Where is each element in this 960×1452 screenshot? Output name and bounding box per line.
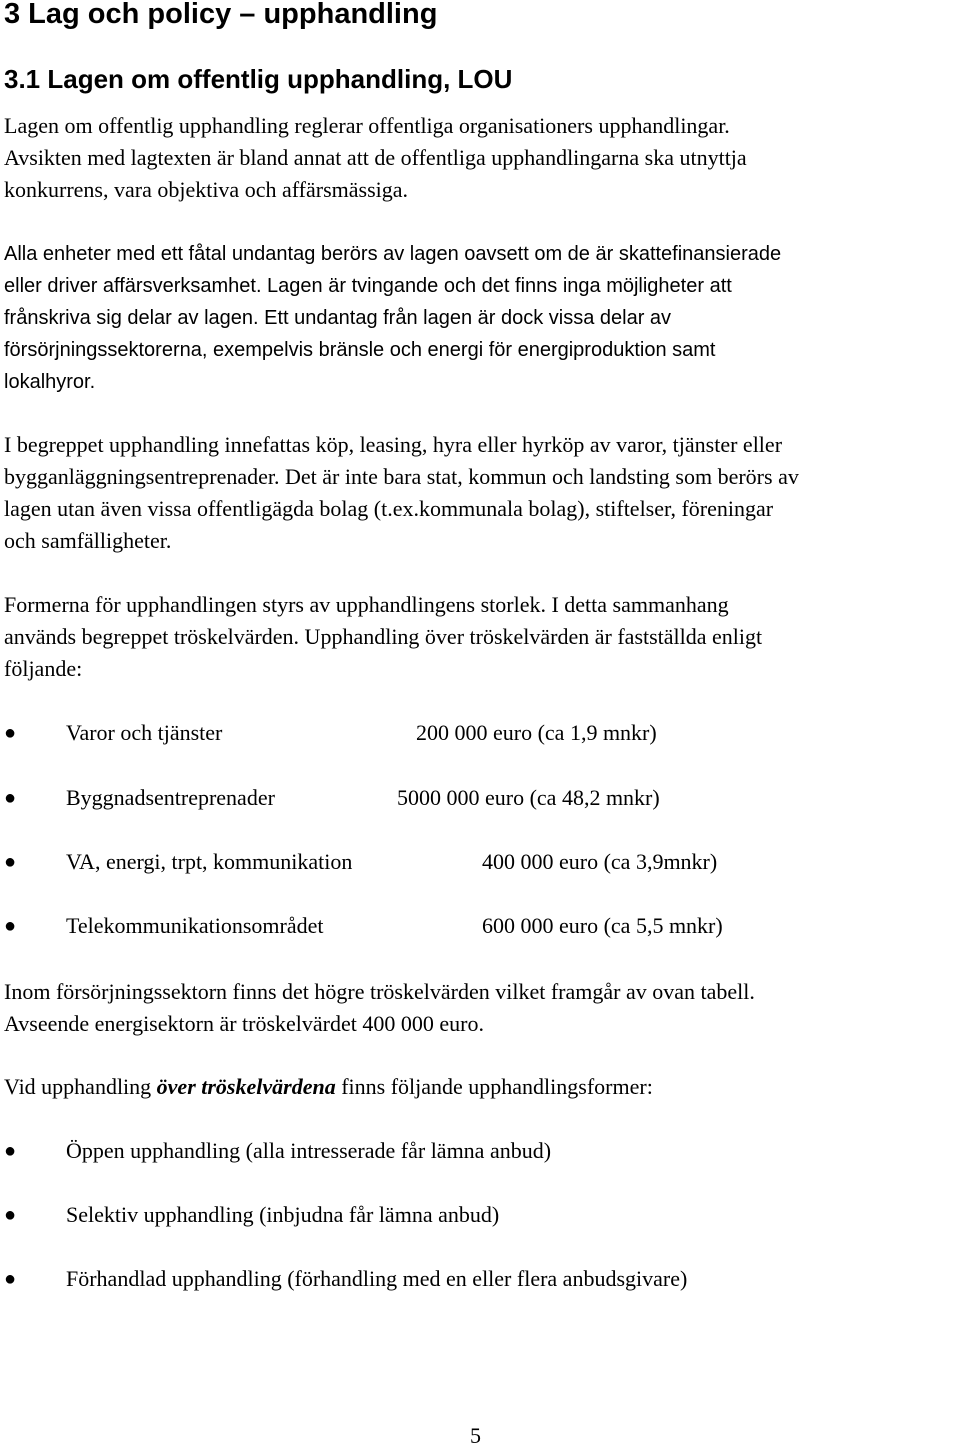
emphasis-text: över tröskelvärdena [156, 1074, 336, 1099]
text-line [4, 1071, 653, 1103]
section-heading: 3 Lag och policy – upphandling [4, 0, 438, 30]
bullet-icon: ● [4, 722, 17, 744]
paragraph-thresholds-intro [4, 589, 762, 685]
text-segment: Lagen är tvingande och det finns inga möjligheter att [261, 275, 732, 297]
text-line: konkurrens, vara objektiva och affärsmässiga. [4, 177, 409, 202]
threshold-label: VA, energi, trpt, kommunikation [66, 849, 353, 874]
threshold-label: Varor och tjänster [66, 720, 223, 745]
page-number: 5 [470, 1423, 481, 1448]
paragraph-scope [4, 238, 781, 398]
list-item [4, 717, 944, 749]
text-line: Inom försörjningssektorn finns det högre tröskelvärden vilket framgår av ovan tabell. [4, 979, 755, 1004]
bullet-icon: ● [4, 1204, 17, 1226]
text-segment: finns följande upphandlingsformer: [335, 1074, 653, 1099]
text-line: Formerna för upphandlingen styrs av upphandlingens storlek. I detta sammanhang [4, 592, 729, 617]
bullet-icon: ● [4, 851, 17, 873]
text-line: lokalhyror. [4, 371, 96, 393]
form-label: Förhandlad upphandling (förhandling med en eller flera anbudsgivare) [66, 1266, 688, 1291]
paragraph-intro [4, 110, 747, 206]
list-item [4, 1199, 944, 1231]
form-label: Öppen upphandling (alla intresserade får lämna anbud) [66, 1138, 552, 1163]
text-segment: frånskriva sig delar av lagen. [4, 307, 259, 329]
text-line [4, 270, 781, 302]
text-line: I begreppet upphandling innefattas köp, leasing, hyra eller hyrköp av varor, tjänster eller [4, 432, 783, 457]
text-segment: eller driver affärsverksamhet. [4, 275, 262, 297]
text-line: försörjningssektorerna, exempelvis bränsle och energi för energiproduktion samt [4, 339, 716, 361]
subsection-heading: 3.1 Lagen om offentlig upphandling, LOU [4, 64, 513, 94]
paragraph-forms-intro [4, 1071, 653, 1103]
text-segment: Vid upphandling [4, 1074, 157, 1099]
list-item [4, 1263, 944, 1295]
text-line: Lagen om offentlig upphandling reglerar offentliga organisationers upphandlingar. [4, 113, 730, 138]
form-label: Selektiv upphandling (inbjudna får lämna anbud) [66, 1202, 500, 1227]
threshold-value: 600 000 euro (ca 5,5 mnkr) [482, 913, 723, 938]
list-item [4, 910, 944, 942]
list-item [4, 1135, 944, 1167]
text-line: Alla enheter med ett fåtal undantag berörs av lagen oavsett om de är skattefinansierade [4, 243, 782, 265]
bullet-icon: ● [4, 1140, 17, 1162]
list-item [4, 846, 944, 878]
threshold-value: 5000 000 euro (ca 48,2 mnkr) [397, 785, 660, 810]
list-item [4, 782, 944, 814]
text-line: används begreppet tröskelvärden. Upphandling över tröskelvärden är fastställda enligt [4, 624, 763, 649]
threshold-label: Byggnadsentreprenader [66, 785, 275, 810]
bullet-icon: ● [4, 787, 17, 809]
text-line: Avsikten med lagtexten är bland annat att de offentliga upphandlingarna ska utnyttja [4, 145, 747, 170]
text-line [4, 302, 781, 334]
bullet-icon: ● [4, 1268, 17, 1290]
text-line: följande: [4, 656, 83, 681]
text-line: Avseende energisektorn är tröskelvärdet 400 000 euro. [4, 1011, 484, 1036]
bullet-icon: ● [4, 915, 17, 937]
text-line: och samfälligheter. [4, 528, 172, 553]
threshold-value: 200 000 euro (ca 1,9 mnkr) [416, 720, 657, 745]
paragraph-definition [4, 429, 799, 557]
paragraph-supply-sector [4, 976, 755, 1040]
text-line: lagen utan även vissa offentligägda bolag (t.ex.kommunala bolag), stiftelser, föreningar [4, 496, 774, 521]
text-segment: Ett undantag från lagen är dock vissa delar av [258, 307, 672, 329]
text-line: bygganläggningsentreprenader. Det är inte bara stat, kommun och landsting som berörs av [4, 464, 799, 489]
threshold-value: 400 000 euro (ca 3,9mnkr) [482, 849, 718, 874]
threshold-label: Telekommunikationsområdet [66, 913, 324, 938]
